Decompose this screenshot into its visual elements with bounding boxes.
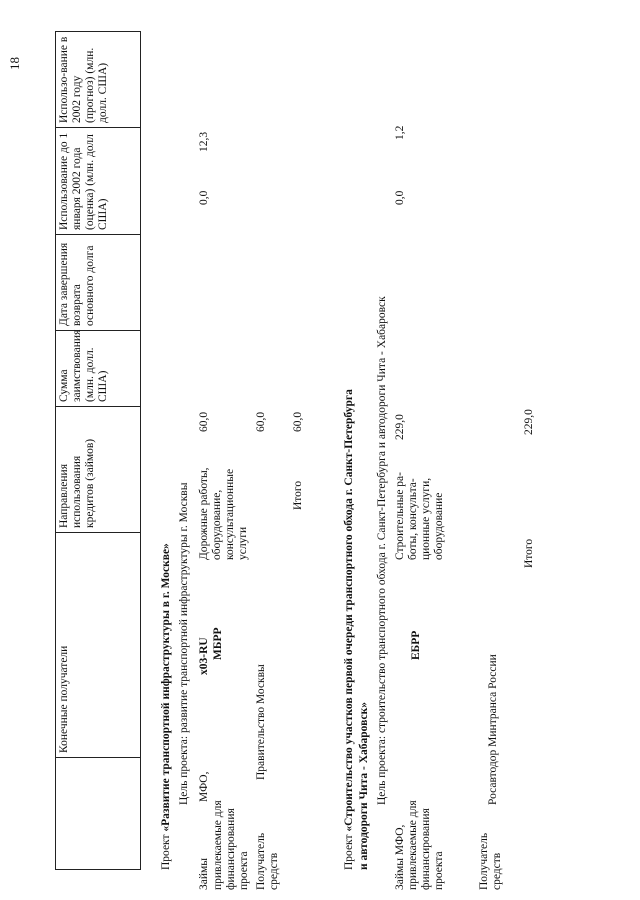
header-cell-directions: Направления использования кредитов (займов): [56, 407, 141, 533]
project1-total-amount: 60,0: [292, 411, 304, 432]
project1-recipient-label: [255, 833, 281, 890]
project2-total-label: Итого: [523, 538, 535, 568]
project2-direction-line: боты, консульта-: [407, 478, 419, 560]
project2-title-line1: [343, 389, 356, 870]
project2-goal: Цель проекта: строительство транспортного обхода г. Санкт-Петербурга и автодороги Чита - Хабаровск: [376, 296, 388, 805]
project1-recipient: Правительство Москвы: [255, 664, 267, 780]
project2-loans-label-line: Займы МФО,: [394, 824, 406, 890]
project2-direction-line: ционные услуги,: [420, 477, 432, 560]
header-cell-empty: [56, 758, 141, 870]
project2-title-text: «Строительство участков первой очереди транспортного обхода г. Санкт-Петербурга: [343, 389, 355, 832]
project2-usage-2002: 1,2: [394, 125, 406, 140]
project1-lender: МБРР: [212, 627, 224, 660]
project1-usage-before: 0,0: [198, 190, 210, 205]
project1-direction-line: Дорожные работы,: [198, 467, 210, 560]
project1-loans-label-line: финансирования: [225, 808, 237, 890]
project1-directions: [198, 467, 250, 560]
project2-direction-line: оборудование: [433, 492, 445, 560]
project1-title: [160, 543, 173, 870]
project2-directions: [394, 472, 446, 560]
header-row: [56, 32, 141, 870]
project1-loans-label-line: Займы: [198, 857, 210, 890]
project1-loans-label-line: привлекаемые для: [212, 800, 224, 890]
project2-loans-label-line: привлекаемые для: [407, 800, 419, 890]
project1-direction-line: оборудование,: [211, 489, 223, 560]
project2-title-line2: и автодороги Чита - Хабаровск»: [358, 702, 370, 870]
project1-amount: 60,0: [198, 411, 210, 432]
project1-recipient-label-line: Получатель: [255, 832, 267, 890]
project2-recipient-label-line: средств: [491, 852, 503, 890]
project1-loans-label-line: проекта: [238, 851, 250, 890]
project2-lender: ЕБРР: [410, 630, 422, 660]
project2-loans-label-line: финансирования: [420, 808, 432, 890]
project1-loans-label: [198, 858, 211, 890]
header-table: [55, 31, 141, 870]
project1-loans-label-rest: [212, 800, 251, 890]
project2-loans-label: [394, 800, 446, 890]
project2-title-prefix: Проект: [343, 834, 355, 870]
project1-recipient-label-line: средств: [268, 852, 280, 890]
project1-recipient-amount: 60,0: [255, 411, 267, 432]
header-cell-recipients: Конечные получатели: [56, 533, 141, 758]
project2-recipient-label: [478, 833, 504, 890]
page-number: 18: [7, 57, 22, 70]
project1-total-label: Итого: [292, 480, 304, 510]
project2-total-amount: 229,0: [523, 409, 535, 435]
project1-title-text: «Развитие транспортной инфраструктуры в г. Москве»: [160, 543, 172, 832]
project1-usage-2002: 12,3: [198, 131, 210, 152]
header-cell-amount: Сумма заимствования (млн. долл. США): [56, 331, 141, 407]
project2-amount: 229,0: [394, 414, 406, 440]
project2-recipient-label-line: Получатель: [478, 832, 490, 890]
project1-direction-line: услуги: [237, 526, 249, 560]
header-cell-repayment-date: Дата завершения возврата основного долга: [56, 235, 141, 331]
project1-title-prefix: Проект: [160, 834, 172, 870]
project1-goal: Цель проекта: развитие транспортной инфраструктуры г. Москвы: [178, 482, 190, 805]
project2-usage-before: 0,0: [394, 190, 406, 205]
project2-recipient: Росавтодор Минтранса России: [487, 654, 499, 805]
project1-direction-line: консультационные: [224, 468, 236, 560]
header-cell-usage-before-2002: Использование до 1 января 2002 года (оценка) (млн. долл США): [56, 128, 141, 235]
project2-loans-label-line: проекта: [433, 851, 445, 890]
project2-direction-line: Строительные ра-: [394, 472, 406, 560]
project1-loans-label-mfo: МФО,: [198, 771, 210, 802]
header-cell-usage-2002: Использо-вание в 2002 году (прогноз) (млн. долл. США): [56, 32, 141, 128]
project1-loan-code: х03-RU: [198, 637, 210, 675]
